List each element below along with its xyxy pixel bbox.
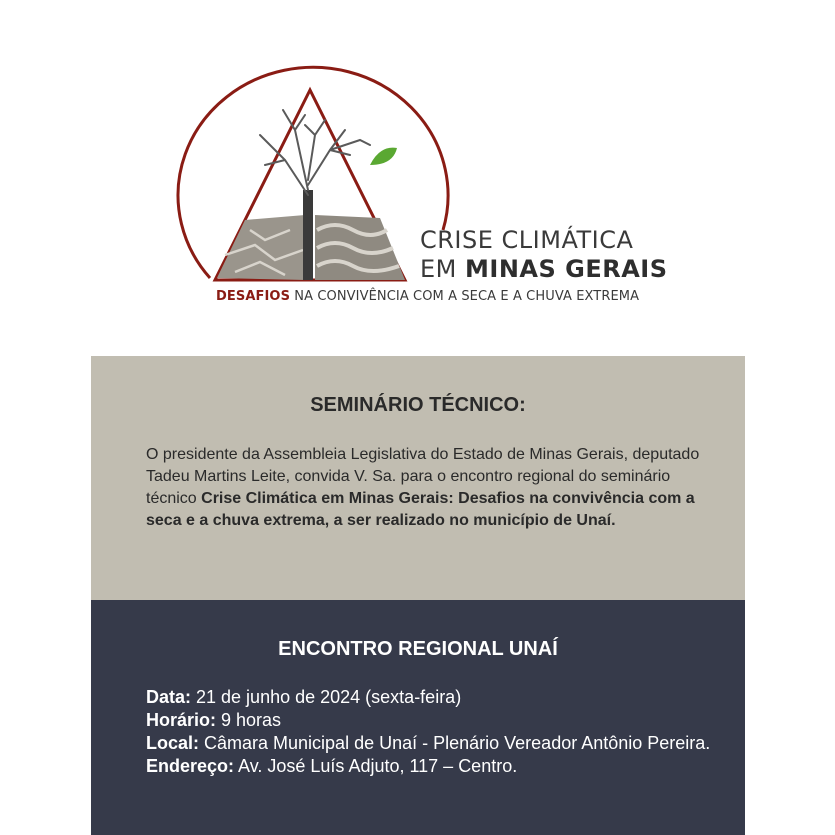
- event-date-row: [146, 686, 716, 709]
- crisis-logo-icon: [165, 40, 455, 290]
- seminar-text: [146, 444, 706, 532]
- regional-section: [91, 600, 745, 835]
- event-date-value: 21 de junho de 2024 (sexta-feira): [191, 687, 462, 707]
- regional-title: ENCONTRO REGIONAL UNAÍ: [278, 638, 558, 660]
- logo-tagline: [216, 289, 639, 304]
- logo-title-line2: [420, 255, 667, 283]
- event-date-label: Data:: [146, 687, 192, 707]
- seminar-highlight: Crise Climática em Minas Gerais: Desafios na convivência com a seca e a chuva extrema, a ser realizado no município de Unaí.: [146, 490, 695, 529]
- event-place-label: Local:: [146, 733, 200, 753]
- seminar-intro: O presidente da Assembleia Legislativa do Estado de Minas Gerais, deputado Tadeu Martins Leite, convida V. Sa. para o encontro regional do seminário técnico: [146, 446, 700, 507]
- event-address-label: Endereço:: [146, 756, 235, 776]
- seminar-title: SEMINÁRIO TÉCNICO:: [310, 394, 526, 416]
- logo-title-line2-bold: MINAS GERAIS: [465, 255, 668, 283]
- header-logo-area: [0, 0, 835, 356]
- event-place-value: Câmara Municipal de Unaí - Plenário Vereador Antônio Pereira.: [199, 733, 711, 753]
- event-time-label: Horário:: [146, 710, 217, 730]
- event-address-row: [146, 755, 716, 778]
- event-details: [146, 686, 716, 778]
- event-address-value: Av. José Luís Adjuto, 117 – Centro.: [234, 756, 518, 776]
- logo-title-line2-prefix: EM: [420, 255, 465, 283]
- event-time-value: 9 horas: [216, 710, 282, 730]
- logo-title-line1: CRISE CLIMÁTICA: [420, 226, 634, 254]
- event-time-row: [146, 709, 716, 732]
- event-place-row: [146, 732, 716, 755]
- logo-tagline-rest: NA CONVIVÊNCIA COM A SECA E A CHUVA EXTREMA: [290, 289, 640, 304]
- logo-tagline-bold: DESAFIOS: [216, 289, 291, 304]
- seminar-section: [91, 356, 745, 600]
